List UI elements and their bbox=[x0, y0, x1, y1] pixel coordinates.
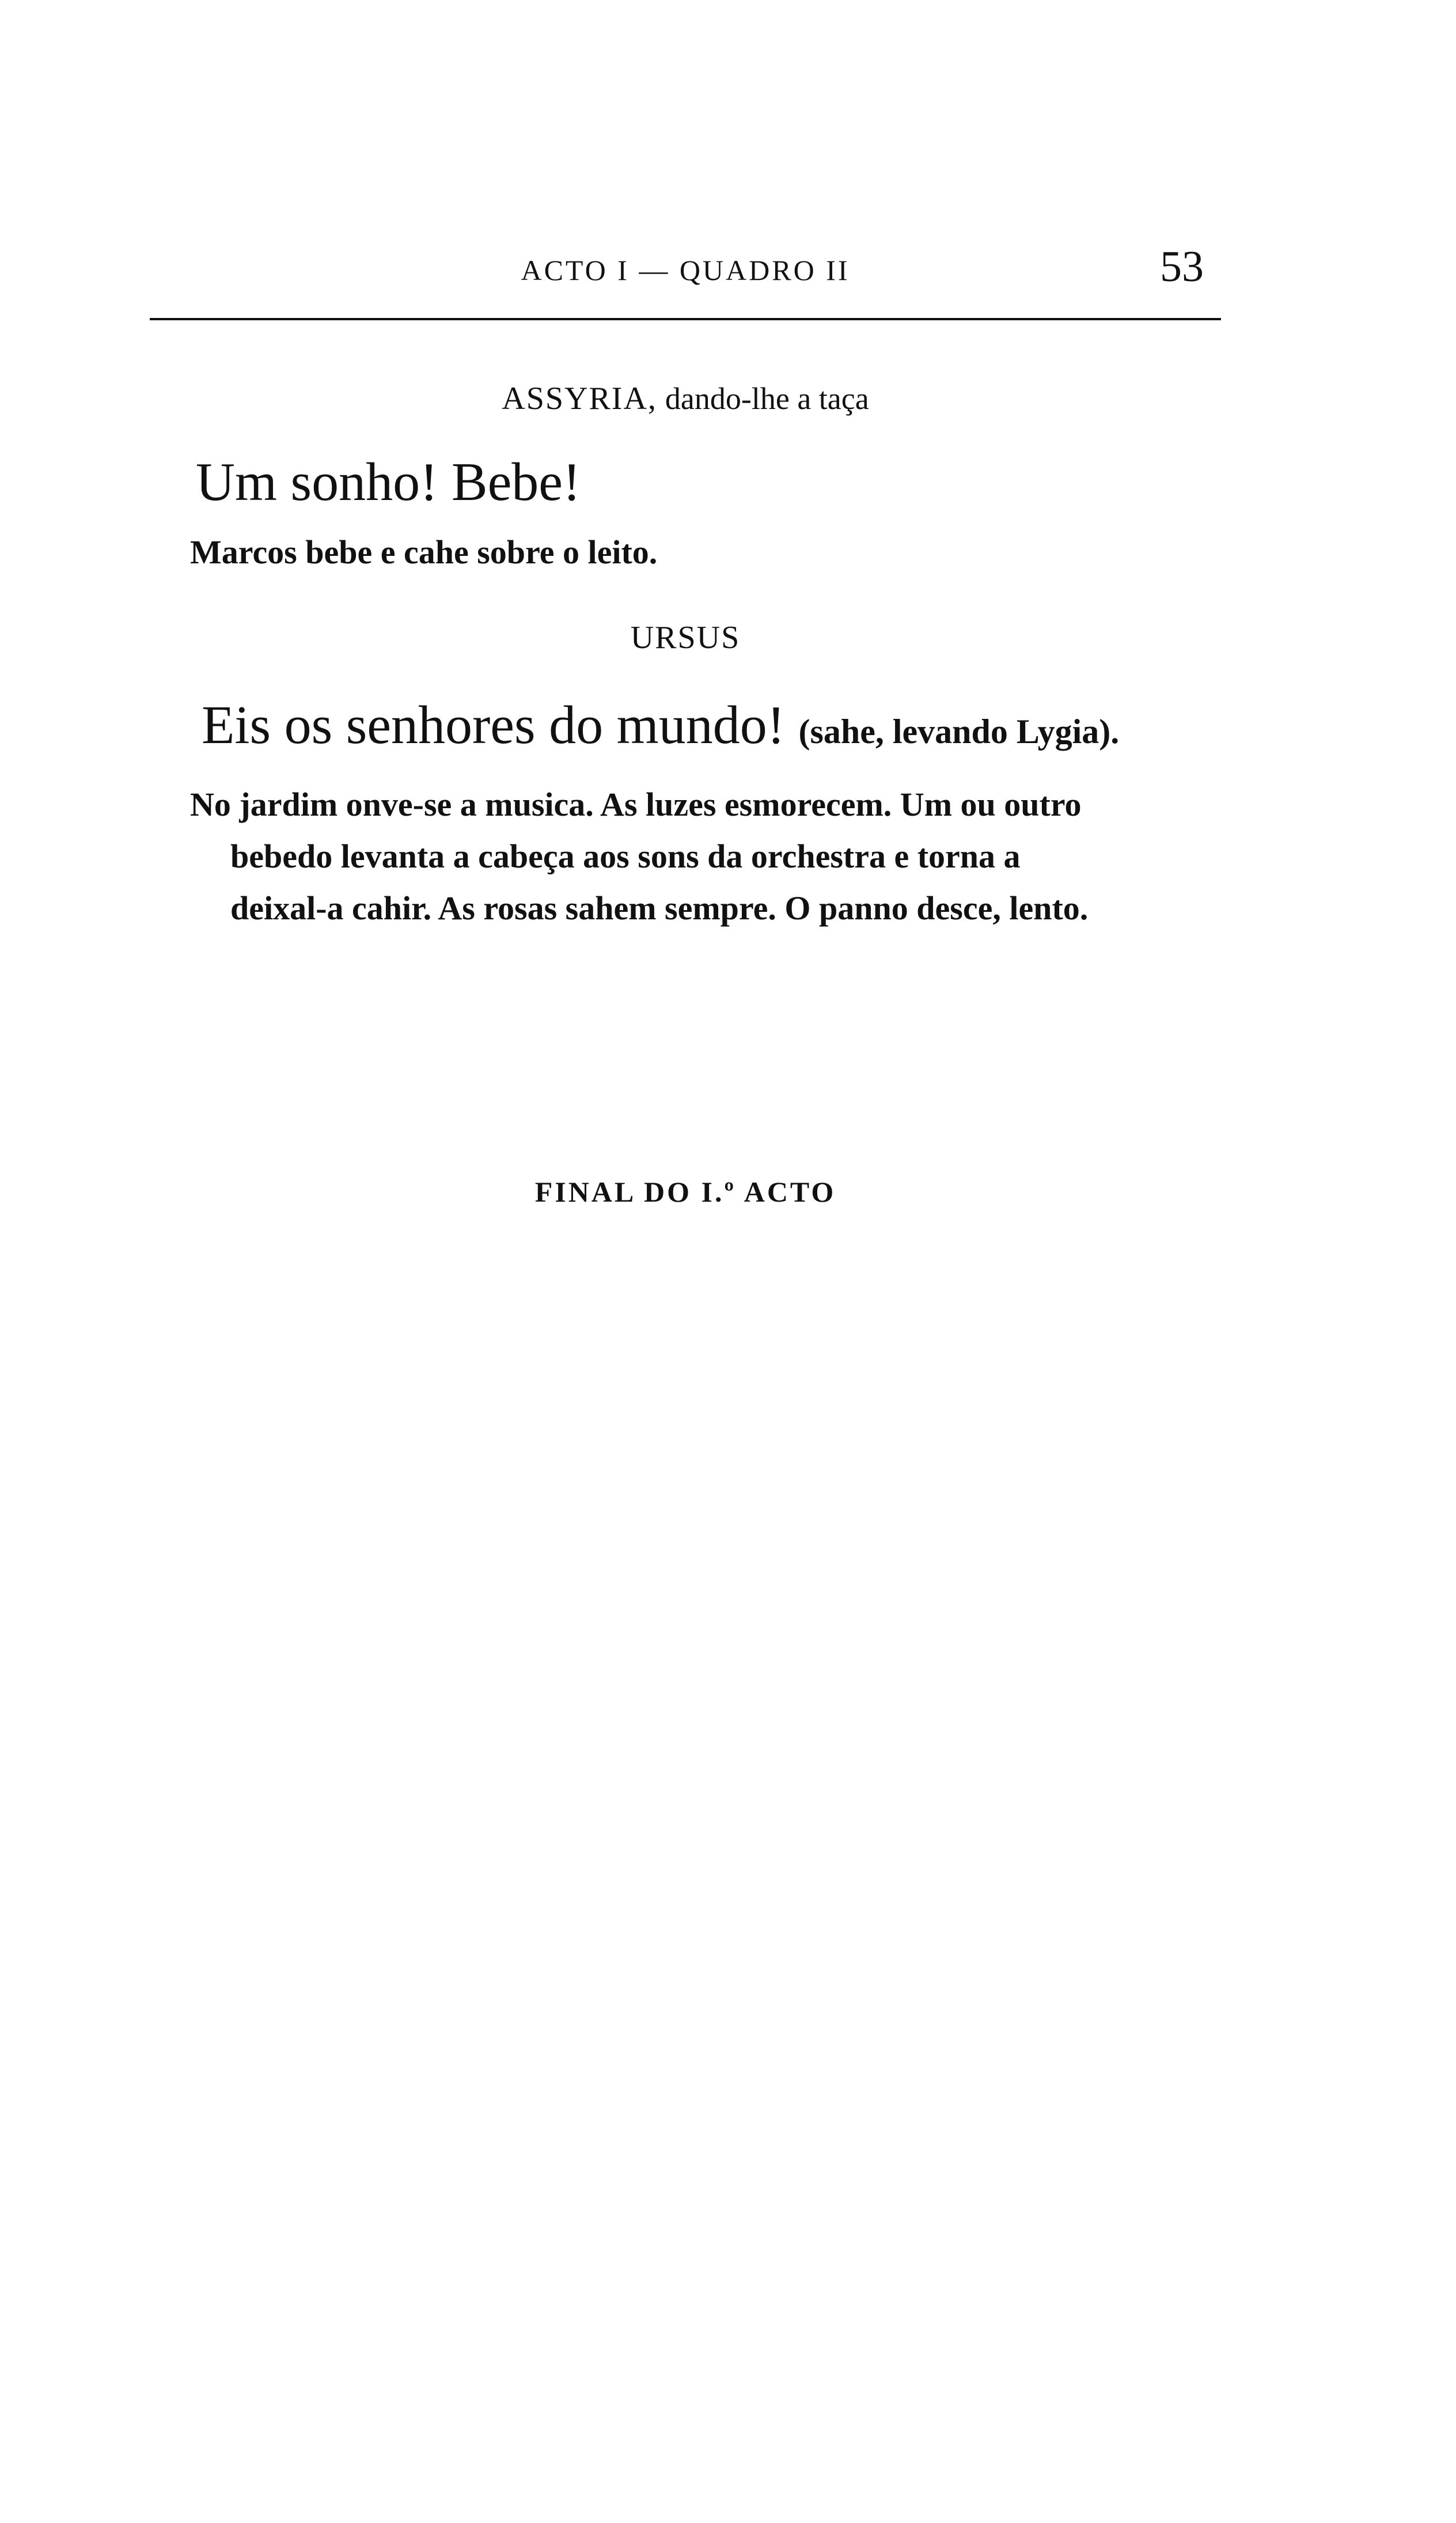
verse-line: Um sonho! Bebe! bbox=[196, 452, 581, 512]
verse-text: Eis os senhores do mundo! bbox=[202, 695, 786, 755]
stage-direction-line: deixal-a cahir. As rosas sahem sempre. O panno desce, lento. bbox=[230, 889, 1089, 927]
act-end-heading: FINAL DO I.º ACTO bbox=[534, 1176, 836, 1208]
speaker-name: URSUS bbox=[630, 620, 741, 656]
running-head bbox=[150, 242, 1221, 300]
speaker-direction: dando-lhe a taça bbox=[665, 381, 869, 416]
stage-direction-line: No jardim onve-se a musica. As luzes esmorecem. Um ou outro bbox=[190, 786, 1082, 823]
page-number: 53 bbox=[1160, 243, 1204, 291]
speaker-name: ASSYRIA, bbox=[502, 381, 657, 416]
speaker-heading-assyria bbox=[150, 380, 1221, 417]
stage-direction-line: bebedo levanta a cabeça aos sons da orchestra e torna a bbox=[230, 838, 1021, 875]
stage-direction-block bbox=[190, 779, 1221, 934]
speaker-heading-ursus bbox=[150, 619, 1221, 656]
stage-direction: Marcos bebe e cahe sobre o leito. bbox=[190, 533, 658, 571]
inline-stage-direction: (sahe, levando Lygia). bbox=[798, 713, 1120, 751]
header-rule bbox=[150, 318, 1221, 320]
running-title: ACTO I — QUADRO II bbox=[521, 254, 850, 286]
verse-line bbox=[202, 695, 1120, 755]
